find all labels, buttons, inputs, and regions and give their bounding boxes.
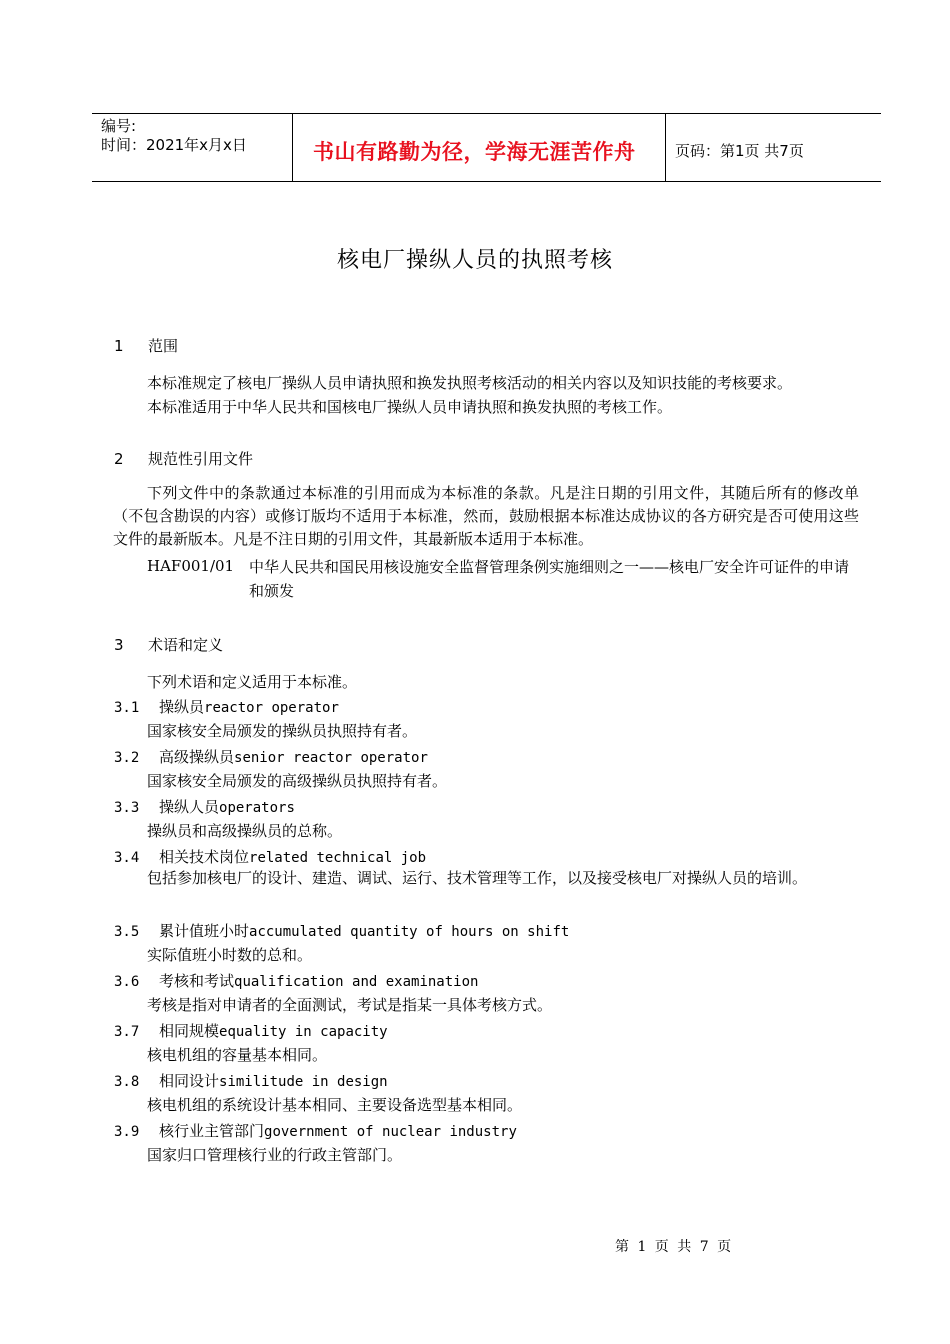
term-heading [114, 920, 569, 941]
section-heading-3 [114, 634, 223, 655]
term-name-en: accumulated quantity of hours on shift [249, 924, 570, 940]
term-name-en: reactor operator [204, 700, 339, 716]
document-time-label: 时间：2021年x月x日 [101, 136, 247, 154]
term-name-zh: 相同规模 [159, 1022, 220, 1040]
term-name-zh: 高级操纵员 [159, 748, 235, 766]
term-definition: 核电机组的容量基本相同。 [147, 1046, 328, 1064]
term-number: 3.6 [114, 974, 140, 990]
term-name-en: government of nuclear industry [264, 1124, 517, 1140]
document-number-label: 编号: [101, 117, 137, 135]
term-name-zh: 累计值班小时 [159, 922, 250, 940]
term-number: 3.4 [114, 850, 140, 866]
scope-line-2: 本标准适用于中华人民共和国核电厂操纵人员申请执照和换发执照的考核工作。 [147, 398, 673, 416]
term-name-zh: 操纵员 [159, 698, 205, 716]
document-title: 核电厂操纵人员的执照考核 [336, 248, 613, 273]
term-name-en: similitude in design [219, 1074, 388, 1090]
section-title: 规范性引用文件 [148, 450, 254, 468]
term-definition: 包括参加核电厂的设计、建造、调试、运行、技术管理等工作，以及接受核电厂对操纵人员的培训。 [147, 869, 808, 887]
term-name-zh: 核行业主管部门 [159, 1122, 265, 1140]
term-name-en: qualification and examination [234, 974, 479, 990]
term-name-zh: 相关技术岗位 [159, 848, 250, 866]
term-heading [114, 970, 478, 991]
normative-references-paragraph: 下列文件中的条款通过本标准的引用而成为本标准的条款。凡是注日期的引用文件，其随后所有的修改单（不包含勘误的内容）或修订版均不适用于本标准，然而，鼓励根据本标准达成协议的各方研究是否可使用这些文件的最新版本。凡是不注日期的引用文件，其最新版本适用于本标准。 [113, 484, 859, 548]
terms-intro: 下列术语和定义适用于本标准。 [147, 673, 358, 691]
section-heading-1 [114, 335, 178, 356]
section-number: 3 [114, 636, 124, 654]
header-page-label: 页码：第1页 共7页 [675, 142, 804, 160]
term-name-zh: 操纵人员 [159, 798, 220, 816]
term-heading [114, 796, 295, 817]
term-heading [114, 1120, 517, 1141]
term-name-en: senior reactor operator [234, 750, 428, 766]
header-motto: 书山有路勤为径，学海无涯苦作舟 [313, 140, 636, 164]
header-motto-cell [293, 114, 666, 181]
header-meta-cell [92, 114, 293, 181]
term-number: 3.2 [114, 750, 140, 766]
term-definition: 核电机组的系统设计基本相同、主要设备选型基本相同。 [147, 1096, 523, 1114]
term-heading [114, 846, 426, 867]
section-title: 范围 [148, 337, 179, 355]
reference-code: HAF001/01 [147, 557, 235, 575]
term-name-en: related technical job [249, 850, 427, 866]
term-heading [114, 1020, 388, 1041]
term-definition: 国家归口管理核行业的行政主管部门。 [147, 1146, 403, 1164]
term-number: 3.3 [114, 800, 140, 816]
section-heading-2 [114, 448, 253, 469]
term-number: 3.9 [114, 1124, 140, 1140]
term-number: 3.5 [114, 924, 140, 940]
term-number: 3.1 [114, 700, 140, 716]
term-definition: 国家核安全局颁发的操纵员执照持有者。 [147, 722, 418, 740]
term-heading [114, 1070, 388, 1091]
header-page-cell [666, 114, 881, 181]
term-heading [114, 696, 339, 717]
term-definition: 国家核安全局颁发的高级操纵员执照持有者。 [147, 772, 448, 790]
term-number: 3.7 [114, 1024, 140, 1040]
section-number: 1 [114, 337, 124, 355]
scope-line-1: 本标准规定了核电厂操纵人员申请执照和换发执照考核活动的相关内容以及知识技能的考核要求。 [147, 374, 793, 392]
reference-title: 中华人民共和国民用核设施安全监督管理条例实施细则之一——核电厂安全许可证件的申请和颁发 [249, 558, 850, 600]
term-name-en: operators [219, 800, 295, 816]
term-definition: 考核是指对申请者的全面测试，考试是指某一具体考核方式。 [147, 996, 553, 1014]
term-heading [114, 746, 428, 767]
term-name-en: equality in capacity [219, 1024, 388, 1040]
term-name-zh: 考核和考试 [159, 972, 235, 990]
page-footer: 第 1 页 共 7 页 [615, 1239, 732, 1255]
section-title: 术语和定义 [148, 636, 224, 654]
term-number: 3.8 [114, 1074, 140, 1090]
term-definition: 实际值班小时数的总和。 [147, 946, 313, 964]
term-definition: 操纵员和高级操纵员的总称。 [147, 822, 343, 840]
term-name-zh: 相同设计 [159, 1072, 220, 1090]
document-header [92, 113, 881, 182]
section-number: 2 [114, 450, 124, 468]
